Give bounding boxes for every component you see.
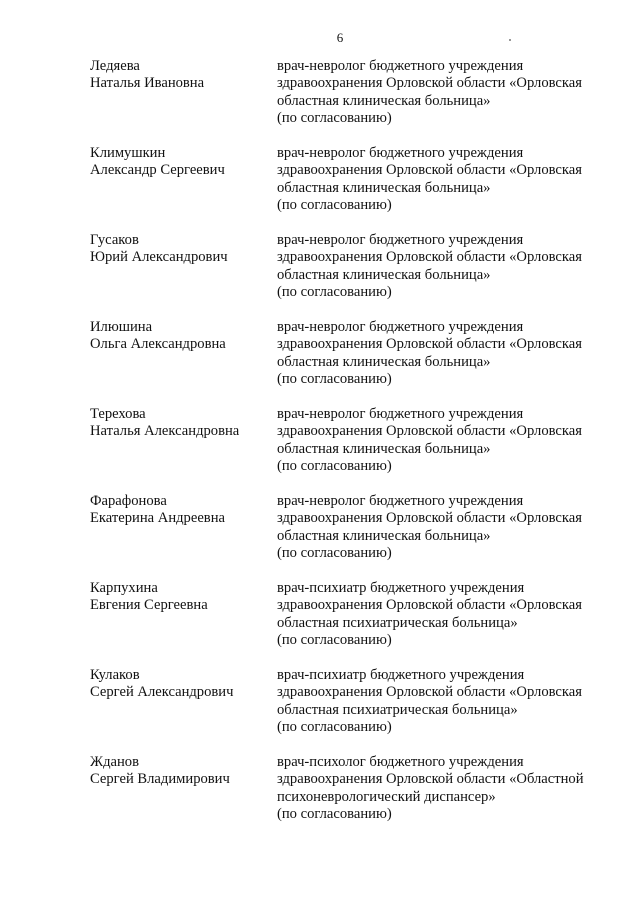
- member-role: [277, 319, 617, 389]
- role-line: областная клиническая больница»: [277, 266, 491, 283]
- member-surname: Жданов: [90, 754, 139, 770]
- page-number: 6: [336, 30, 344, 45]
- member-role: [277, 667, 617, 737]
- member-role: [277, 145, 617, 215]
- role-line: здравоохранения Орловской области «Орловская: [277, 510, 582, 527]
- role-line: врач-невролог бюджетного учреждения: [277, 319, 524, 335]
- role-line: здравоохранения Орловской области «Орловская: [277, 249, 582, 266]
- role-line: (по согласованию): [277, 719, 392, 736]
- member-name: [90, 580, 270, 615]
- member-given-name: Сергей Владимирович: [90, 771, 230, 788]
- member-entry: [0, 406, 640, 493]
- member-surname: Фарафонова: [90, 493, 167, 509]
- member-role: [277, 232, 617, 302]
- role-line: областная клиническая больница»: [277, 440, 491, 457]
- role-line: (по согласованию): [277, 197, 392, 214]
- role-line: психоневрологический диспансер»: [277, 788, 496, 805]
- member-name: [90, 754, 270, 789]
- member-surname: Кулаков: [90, 667, 140, 683]
- role-line: врач-невролог бюджетного учреждения: [277, 232, 524, 248]
- role-line: (по согласованию): [277, 284, 392, 301]
- role-line: областная психиатрическая больница»: [277, 701, 518, 718]
- member-role: [277, 58, 617, 128]
- member-surname: Карпухина: [90, 580, 158, 596]
- member-role: [277, 493, 617, 563]
- member-given-name: Юрий Александрович: [90, 249, 228, 266]
- role-line: врач-невролог бюджетного учреждения: [277, 58, 524, 74]
- member-given-name: Ольга Александровна: [90, 336, 226, 353]
- role-line: (по согласованию): [277, 458, 392, 475]
- member-given-name: Александр Сергеевич: [90, 162, 225, 179]
- member-name: [90, 319, 270, 354]
- member-given-name: Екатерина Андреевна: [90, 510, 225, 527]
- member-entry: [0, 319, 640, 406]
- member-entry: [0, 667, 640, 754]
- role-line: (по согласованию): [277, 806, 392, 823]
- role-line: врач-психолог бюджетного учреждения: [277, 754, 524, 770]
- role-line: (по согласованию): [277, 545, 392, 562]
- role-line: областная клиническая больница»: [277, 179, 491, 196]
- member-name: [90, 667, 270, 702]
- member-surname: Климушкин: [90, 145, 166, 161]
- member-entry: [0, 232, 640, 319]
- role-line: областная психиатрическая больница»: [277, 614, 518, 631]
- member-surname: Ледяева: [90, 58, 140, 74]
- role-line: областная клиническая больница»: [277, 353, 491, 370]
- member-surname: Терехова: [90, 406, 146, 422]
- member-given-name: Наталья Ивановна: [90, 75, 205, 92]
- role-line: (по согласованию): [277, 110, 392, 127]
- member-given-name: Евгения Сергеевна: [90, 597, 208, 614]
- role-line: врач-невролог бюджетного учреждения: [277, 493, 524, 509]
- role-line: областная клиническая больница»: [277, 92, 491, 109]
- role-line: областная клиническая больница»: [277, 527, 491, 544]
- member-role: [277, 580, 617, 650]
- role-line: здравоохранения Орловской области «Орловская: [277, 684, 582, 701]
- role-line: (по согласованию): [277, 371, 392, 388]
- role-line: здравоохранения Орловской области «Орловская: [277, 75, 582, 92]
- member-surname: Гусаков: [90, 232, 139, 248]
- member-role: [277, 406, 617, 476]
- role-line: здравоохранения Орловской области «Орловская: [277, 423, 582, 440]
- member-role: [277, 754, 617, 824]
- scan-speck: [509, 39, 511, 41]
- member-list: [0, 58, 640, 841]
- role-line: врач-невролог бюджетного учреждения: [277, 145, 524, 161]
- role-line: (по согласованию): [277, 632, 392, 649]
- role-line: врач-психиатр бюджетного учреждения: [277, 580, 525, 596]
- member-entry: [0, 493, 640, 580]
- role-line: здравоохранения Орловской области «Областной: [277, 771, 584, 788]
- member-surname: Илюшина: [90, 319, 153, 335]
- member-name: [90, 232, 270, 267]
- role-line: здравоохранения Орловской области «Орловская: [277, 336, 582, 353]
- role-line: здравоохранения Орловской области «Орловская: [277, 597, 582, 614]
- member-name: [90, 58, 270, 93]
- member-name: [90, 145, 270, 180]
- member-given-name: Наталья Александровна: [90, 423, 240, 440]
- member-name: [90, 493, 270, 528]
- member-entry: [0, 580, 640, 667]
- role-line: врач-невролог бюджетного учреждения: [277, 406, 524, 422]
- role-line: врач-психиатр бюджетного учреждения: [277, 667, 525, 683]
- member-entry: [0, 58, 640, 145]
- member-given-name: Сергей Александрович: [90, 684, 234, 701]
- member-entry: [0, 754, 640, 841]
- member-name: [90, 406, 270, 441]
- role-line: здравоохранения Орловской области «Орловская: [277, 162, 582, 179]
- member-entry: [0, 145, 640, 232]
